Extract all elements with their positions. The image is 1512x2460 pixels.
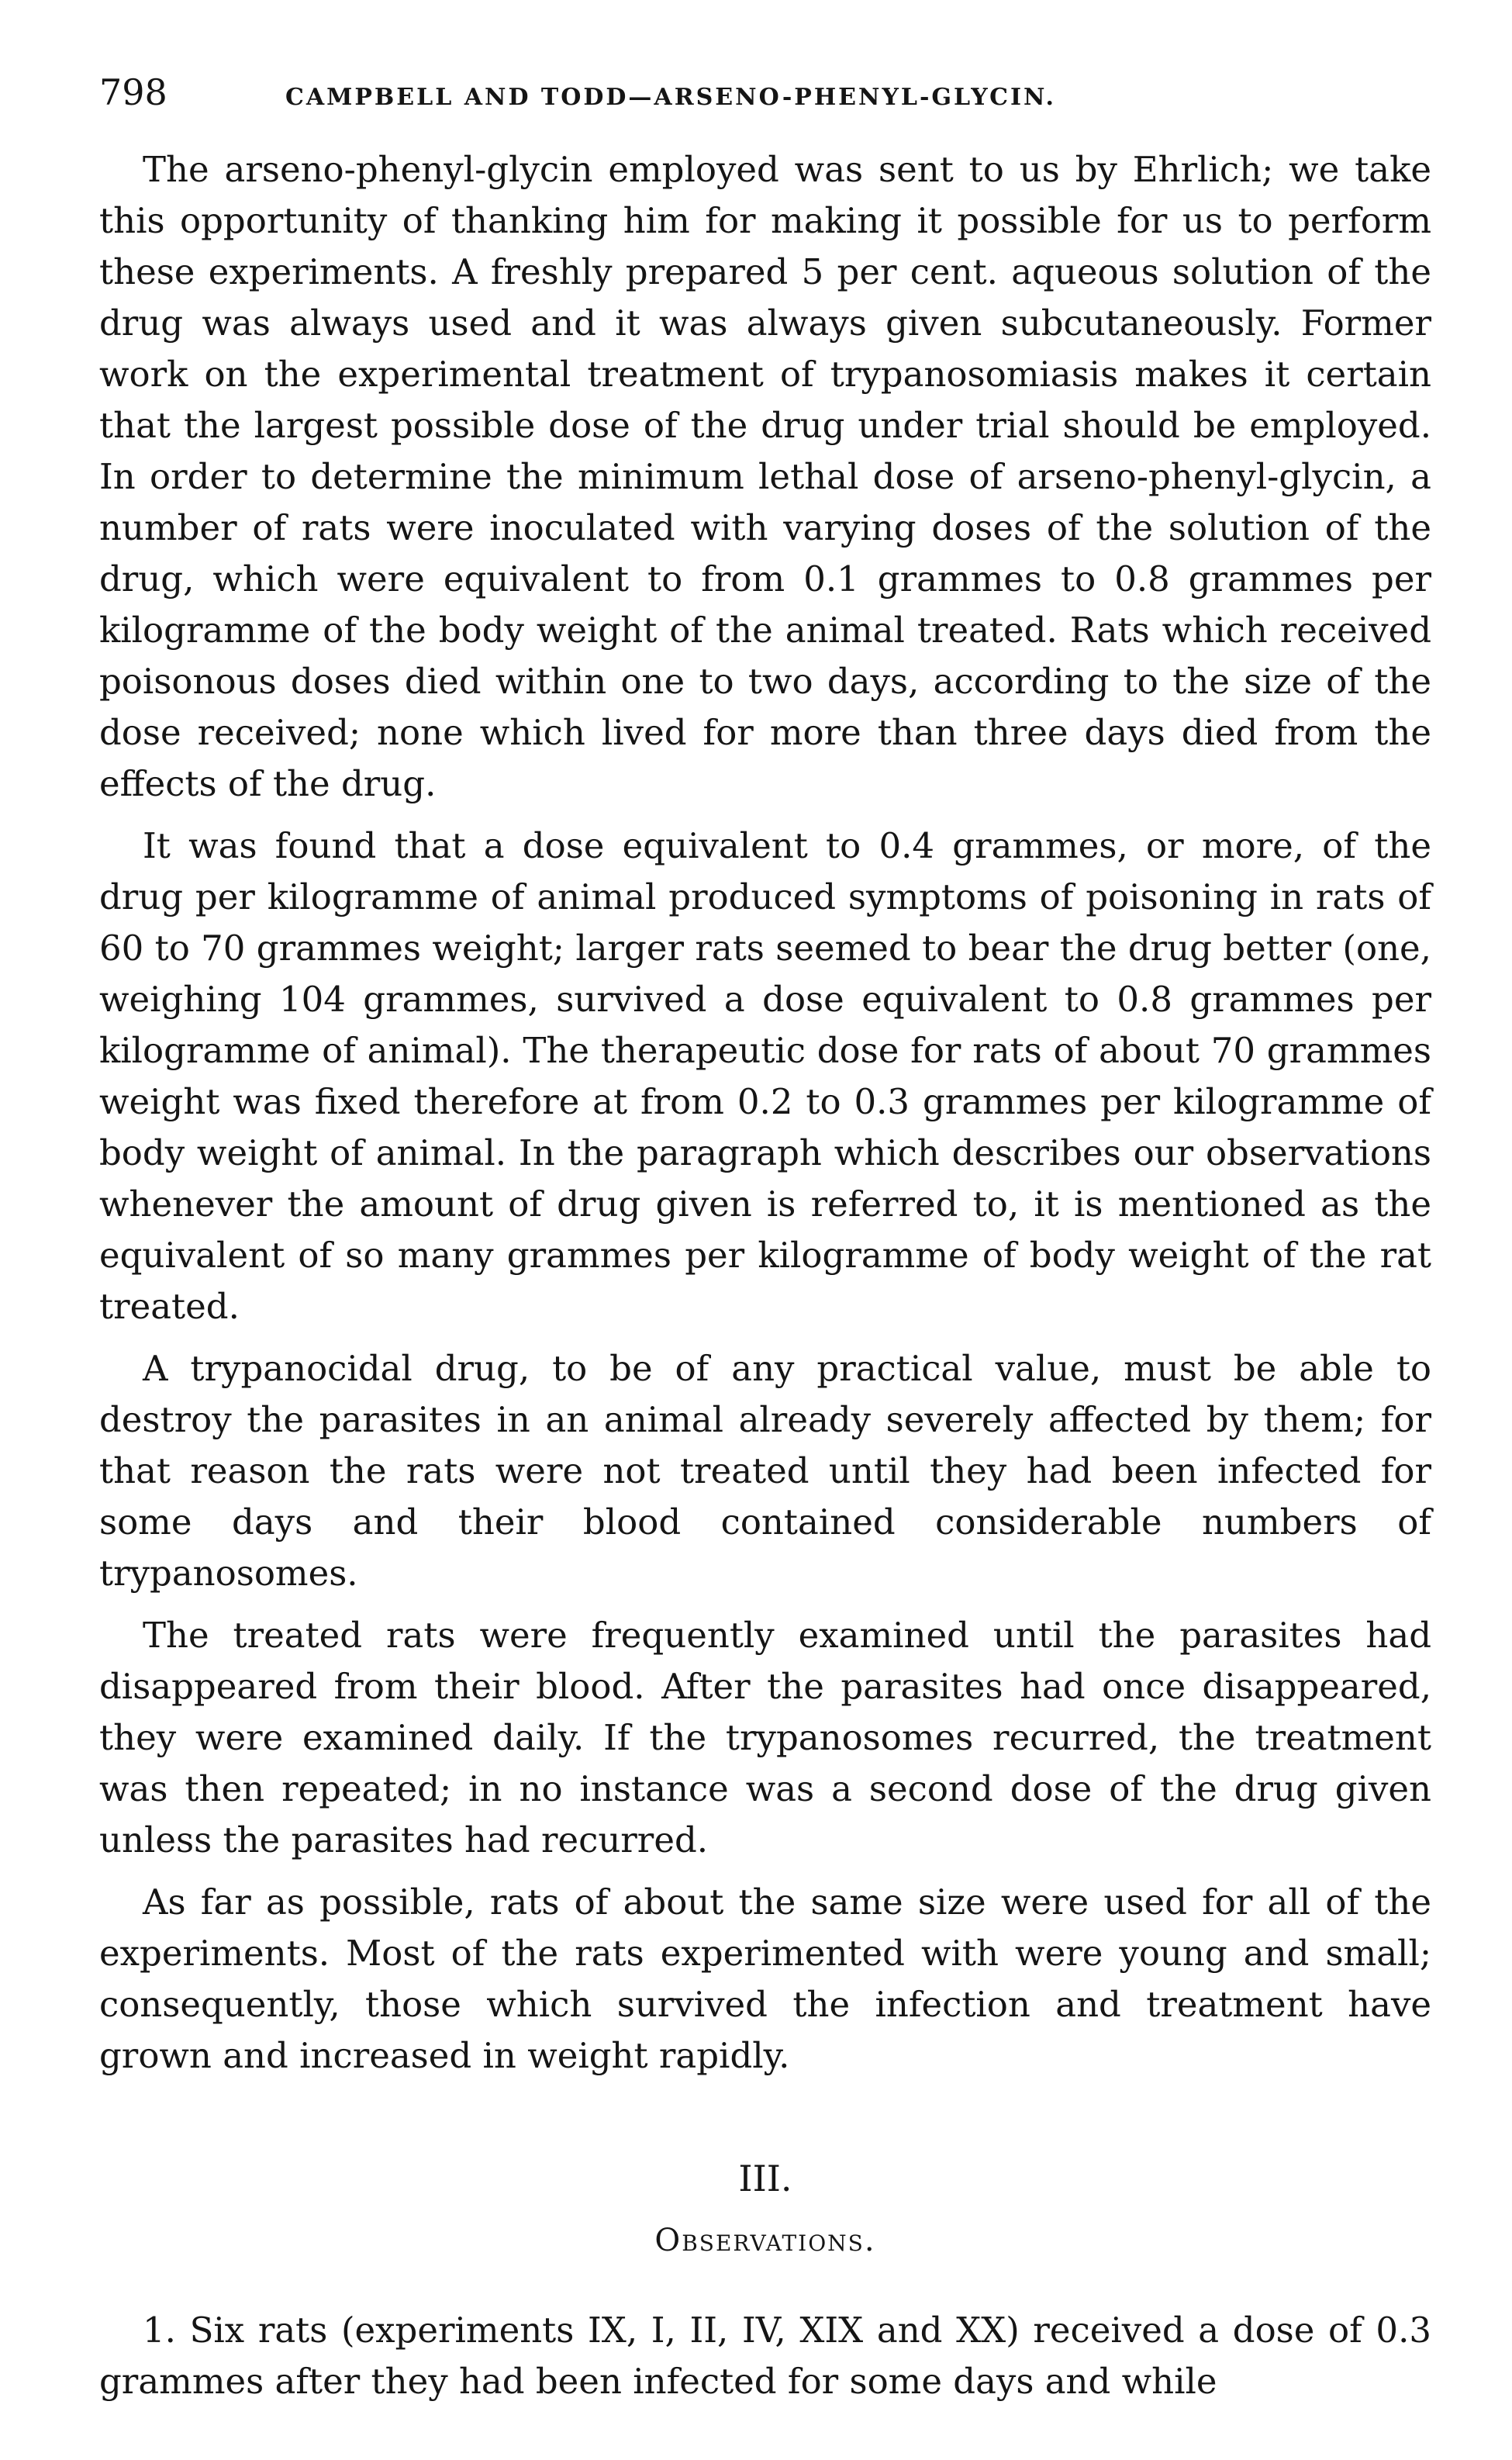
paragraph-examination: The treated rats were frequently examined until the parasites had disappeared from their blood. After the parasites had once disappeared, they were examined daily. If the trypanosomes recurred, the treatment was then repeated; in no instance was a second dose of the drug given unless the parasites had recurred. (99, 1615, 1431, 1861)
section-numeral: III. (738, 2158, 792, 2199)
paragraph-rat-size: As far as possible, rats of about the same size were used for all of the experiments. Most of the rats experimented with were young and small; consequently, those which survived the infection and treatment have grown and increased in weight rapidly. (99, 1881, 1431, 2076)
paragraph-trypanocidal-drug: A trypanocidal drug, to be of any practical value, must be able to destroy the parasites in an animal already severely affected by them; for that reason the rats were not treated until they had been infected for some days and their blood contained considerable numbers of trypanosomes. (99, 1348, 1431, 1594)
paragraph-drug-source: The arseno-phenyl-glycin employed was sent to us by Ehrlich; we take this opportunity of thanking him for making it possible for us to perform these experiments. A freshly prepared 5 per cent. aqueous solution of the drug was always used and it was always given subcutaneously. Former work on the experimental treatment of trypanosomiasis makes it certain that the largest possible dose of the drug under trial should be employed. In order to determine the minimum lethal dose of arseno-phenyl-glycin, a number of rats were inoculated with varying doses of the solution of the drug, which were equivalent to from 0.1 grammes to 0.8 grammes per kilogramme of the body weight of the animal treated. Rats which received poisonous doses died within one to two days, according to the size of the dose received; none which lived for more than three days died from the effects of the drug. (99, 149, 1431, 804)
book-page (99, 71, 1431, 2407)
running-head (99, 71, 1431, 118)
observations-list (99, 2305, 1431, 2407)
page-number: 798 (99, 71, 167, 113)
body-text (99, 144, 1431, 2082)
paragraph-dose-symptoms: It was found that a dose equivalent to 0.4 grammes, or more, of the drug per kilogramme of animal produced symptoms of poisoning in rats of 60 to 70 grammes weight; larger rats seemed to bear the drug better (one, weighing 104 grammes, survived a dose equivalent to 0.8 grammes per kilogramme of animal). The therapeutic dose for rats of about 70 grammes weight was fixed therefore at from 0.2 to 0.3 grammes per kilogramme of body weight of animal. In the paragraph which describes our observations whenever the amount of drug given is referred to, it is mentioned as the equivalent of so many grammes per kilogramme of body weight of the rat treated. (99, 825, 1431, 1327)
observation-item: 1. Six rats (experiments IX, I, II, IV, XIX and XX) received a dose of 0.3 grammes after they had been infected for some days and while (99, 2310, 1431, 2402)
section-title: Observations. (654, 2223, 876, 2258)
running-title: CAMPBELL AND TODD—ARSENO-PHENYL-GLYCIN. (285, 84, 1056, 111)
